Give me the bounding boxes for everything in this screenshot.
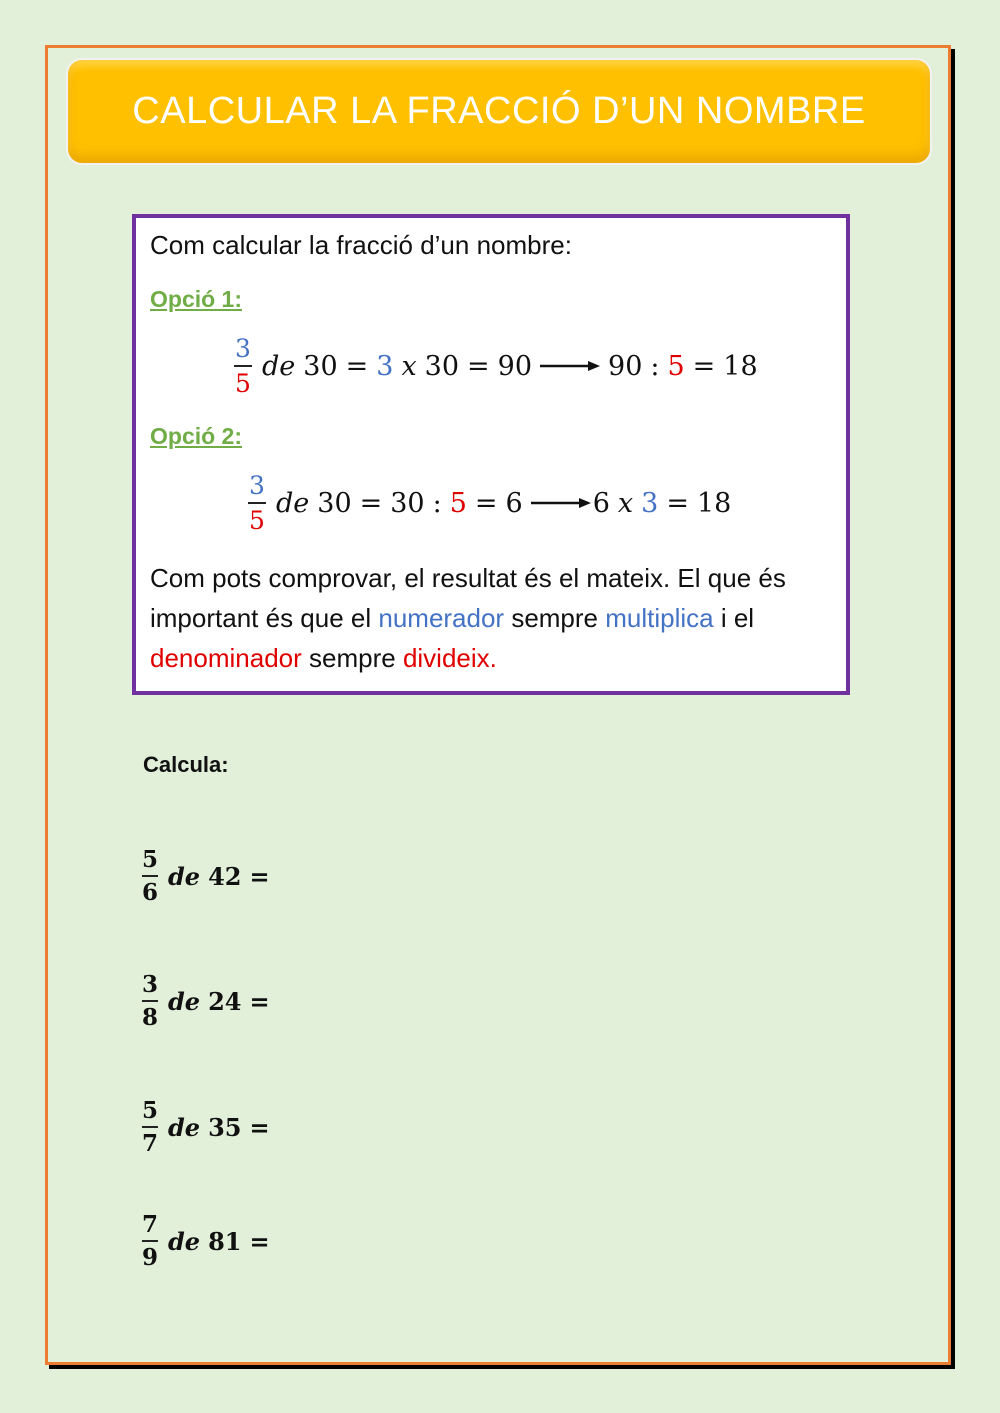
whole-number: 24 [208,986,242,1016]
exercise-item [142,973,270,1029]
denominador-word: denominador [150,643,302,673]
divisor-denominator: 5 [667,350,685,382]
fraction-numerator: 3 [142,971,159,998]
equals-sign: = [467,350,490,382]
page-title: CALCULAR LA FRACCIÓ D’UN NOMBRE [132,90,866,132]
fraction-numerator: 3 [235,334,251,363]
fraction-denominator: 5 [249,506,265,535]
equals-sign: = [249,861,270,891]
numerador-word: numerador [378,603,505,633]
de-word: de [168,986,201,1016]
option-2-fraction [248,473,266,533]
fraction-denominator: 5 [235,369,251,398]
fraction-numerator: 3 [249,471,265,500]
fraction-numerator: 7 [142,1211,159,1238]
multiplica-word: multiplica [605,603,714,633]
de-word: de [276,487,310,519]
divide-sign: : [432,487,442,519]
equals-sign: = [692,350,716,382]
option-1-formula [234,336,758,396]
dividend-value: 30 [390,487,425,519]
multiply-sign: x [401,350,417,382]
result-value: 18 [723,350,758,382]
whole-number: 81 [208,1226,242,1256]
explanation-heading: Com calcular la fracció d’un nombre: [150,230,572,260]
option-1-label: Opció 1: [150,286,243,312]
exercises-label: Calcula: [143,752,229,777]
multiplier-numerator: 3 [376,350,394,382]
conclusion-part: i el [713,603,755,633]
equals-sign: = [474,487,498,519]
fraction-denominator: 8 [142,1004,159,1031]
option-2-formula [248,473,731,533]
fraction-denominator: 6 [142,879,159,906]
de-word: de [262,350,296,382]
equals-sign: = [249,1112,270,1142]
fraction-denominator: 7 [142,1130,159,1157]
conclusion-text [150,558,830,678]
equals-sign: = [249,1226,270,1256]
fraction-numerator: 5 [142,846,159,873]
conclusion-part: sempre [301,643,403,673]
conclusion-part: sempre [504,603,606,633]
de-word: de [168,1226,201,1256]
result-value: 18 [696,487,732,519]
fraction-numerator: 5 [142,1097,159,1124]
whole-number: 30 [317,487,352,519]
exercise-item [142,1099,270,1155]
equals-sign: = [345,350,369,382]
conclusion-part: Com pots comprovar, el resultat és el mateix. El que és important és que el [150,563,786,633]
quotient-value: 6 [505,487,523,519]
de-word: de [168,861,201,891]
equals-sign: = [249,986,270,1016]
multiply-sign: x [617,487,634,519]
divideix-word: divideix. [402,643,497,673]
multiplied-whole: 30 [424,350,460,382]
dividend-value: 90 [608,350,643,382]
right-arrow-icon [531,493,591,513]
exercise-item [142,1213,270,1269]
explanation-box [132,214,850,695]
divide-sign: : [650,350,660,382]
fraction-denominator: 9 [142,1244,159,1271]
multiplicand-value: 6 [592,487,610,519]
option-2-label: Opció 2: [150,423,243,449]
option-1-fraction [234,336,252,396]
title-banner [66,58,932,165]
right-arrow-icon [540,356,600,376]
exercise-item [142,848,270,904]
whole-number: 30 [303,350,338,382]
divisor-denominator: 5 [449,487,467,519]
whole-number: 42 [208,861,242,891]
equals-sign: = [666,487,689,519]
de-word: de [168,1112,201,1142]
product-value: 90 [497,350,533,382]
equals-sign: = [359,487,383,519]
whole-number: 35 [208,1112,242,1142]
multiplier-numerator: 3 [641,487,659,519]
